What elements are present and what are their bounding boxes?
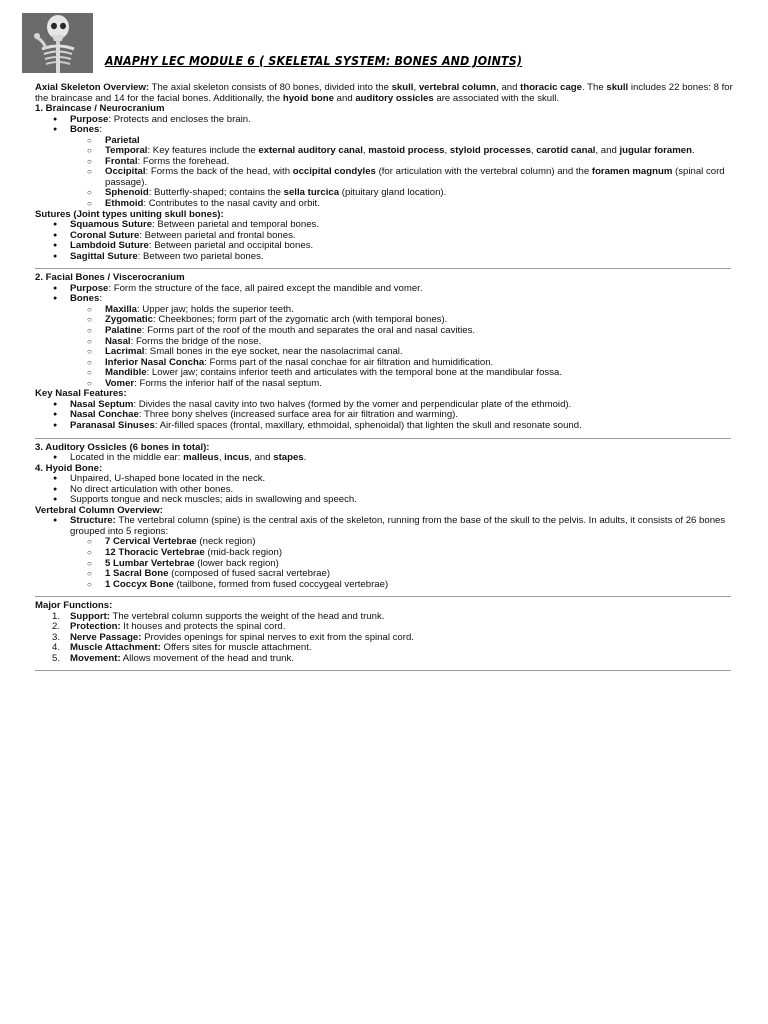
sutures-heading: Sutures (Joint types uniting skull bones): <box>35 208 224 220</box>
sutures-list <box>35 220 735 262</box>
list-item: ○ Mandible: Lower jaw; contains inferior teeth and articulates with the temporal bone at the mandibular fossa. <box>35 368 735 379</box>
section-divider <box>35 438 731 439</box>
axial-overview-paragraph: Axial Skeleton Overview: The axial skeleton consists of 80 bones, divided into the skull, vertebral column, and thoracic cage. The skull includes 22 bones: 8 for the braincase and 14 for the facial bones. Additionally, the hyoid bone and auditory ossicles are associated with the skull. <box>35 82 733 104</box>
nasal-list <box>35 400 735 432</box>
list-item: ○ 12 Thoracic Vertebrae (mid-back region) <box>35 548 735 559</box>
list-item: ● No direct articulation with other bones. <box>35 485 735 496</box>
list-item: ○ Inferior Nasal Concha: Forms part of the nasal conchae for air filtration and humidification. <box>35 358 735 369</box>
list-item: ● Paranasal Sinuses: Air-filled spaces (frontal, maxillary, ethmoidal, sphenoidal) that lighten the skull and resonate sound. <box>35 421 735 432</box>
ossicles-heading: 3. Auditory Ossicles (6 bones in total): <box>35 441 210 453</box>
nasal-heading: Key Nasal Features: <box>35 388 127 400</box>
list-item: ○ 5 Lumbar Vertebrae (lower back region) <box>35 559 735 570</box>
list-item: ● Bones: <box>35 125 735 136</box>
list-item: ○ Temporal: Key features include the external auditory canal, mastoid process, styloid processes, carotid canal, and jugular foramen. <box>35 146 735 157</box>
braincase-heading: 1. Braincase / Neurocranium <box>35 103 165 115</box>
list-item: ○ Ethmoid: Contributes to the nasal cavity and orbit. <box>35 199 735 210</box>
facial-list <box>35 284 735 389</box>
list-item: ○ Palatine: Forms part of the roof of the mouth and separates the oral and nasal cavities. <box>35 326 735 337</box>
list-item: ○ Nasal: Forms the bridge of the nose. <box>35 337 735 348</box>
list-item: ○ 1 Coccyx Bone (tailbone, formed from fused coccygeal vertebrae) <box>35 580 735 591</box>
list-item: ○ Sphenoid: Butterfly-shaped; contains the sella turcica (pituitary gland location). <box>35 188 735 199</box>
list-item: 1. Support: The vertebral column supports the weight of the head and trunk. <box>52 610 385 622</box>
functions-list <box>35 612 735 665</box>
list-item: ● Sagittal Suture: Between two parietal bones. <box>35 252 735 263</box>
hyoid-list <box>35 474 735 506</box>
braincase-list <box>35 115 735 210</box>
list-item: ● Purpose: Protects and encloses the brain. <box>35 115 735 126</box>
vertebral-heading: Vertebral Column Overview: <box>35 504 163 516</box>
list-item: 2. Protection: It houses and protects the spinal cord. <box>52 621 286 633</box>
list-item: ● Lambdoid Suture: Between parietal and occipital bones. <box>35 241 735 252</box>
list-item: ● Nasal Conchae: Three bony shelves (increased surface area for air filtration and warming). <box>35 410 735 421</box>
list-item: ○ 7 Cervical Vertebrae (neck region) <box>35 537 735 548</box>
list-item: ○ Vomer: Forms the inferior half of the nasal septum. <box>35 379 735 390</box>
list-item: ○ Lacrimal: Small bones in the eye socket, near the nasolacrimal canal. <box>35 347 735 358</box>
list-item: ● Unpaired, U-shaped bone located in the neck. <box>35 474 735 485</box>
list-item: 3. Nerve Passage: Provides openings for spinal nerves to exit from the spinal cord. <box>52 631 414 643</box>
skeleton-icon <box>22 13 93 73</box>
section-divider <box>35 596 731 597</box>
skeleton-image <box>22 13 93 73</box>
vertebral-list <box>35 516 735 590</box>
functions-heading: Major Functions: <box>35 600 113 612</box>
list-item: ○ Frontal: Forms the forehead. <box>35 157 735 168</box>
ossicles-list <box>35 453 735 464</box>
list-item: ○ 1 Sacral Bone (composed of fused sacral vertebrae) <box>35 569 735 580</box>
list-item: ● Squamous Suture: Between parietal and temporal bones. <box>35 220 735 231</box>
list-item: ● Located in the middle ear: malleus, incus, and stapes. <box>35 453 735 464</box>
list-item: ● Coronal Suture: Between parietal and frontal bones. <box>35 231 735 242</box>
list-item: ○ Maxilla: Upper jaw; holds the superior teeth. <box>35 305 735 316</box>
section-divider <box>35 268 731 269</box>
list-item: 5. Movement: Allows movement of the head and trunk. <box>52 652 294 664</box>
list-item: ● Nasal Septum: Divides the nasal cavity into two halves (formed by the vomer and perpendicular plate of the ethmoid). <box>35 400 735 411</box>
document-title: ANAPHY LEC MODULE 6 ( SKELETAL SYSTEM: BONES AND JOINTS) <box>105 54 523 68</box>
list-item: 4. Muscle Attachment: Offers sites for muscle attachment. <box>52 642 312 654</box>
document-body <box>35 83 735 675</box>
list-item: ● Purpose: Form the structure of the face, all paired except the mandible and vomer. <box>35 284 735 295</box>
list-item: ● Structure: The vertebral column (spine) is the central axis of the skeleton, running from the base of the skull to the pelvis. In adults, it consists of 26 bones grouped into 5 regions: <box>35 516 735 537</box>
hyoid-heading: 4. Hyoid Bone: <box>35 462 103 474</box>
list-item: ● Bones: <box>35 294 735 305</box>
list-item: ○ Zygomatic: Cheekbones; form part of the zygomatic arch (with temporal bones). <box>35 315 735 326</box>
section-divider <box>35 670 731 671</box>
list-item: ● Supports tongue and neck muscles; aids in swallowing and speech. <box>35 495 735 506</box>
facial-heading: 2. Facial Bones / Viscerocranium <box>35 272 185 284</box>
list-item: ○ Parietal <box>35 136 735 147</box>
list-item: ○ Occipital: Forms the back of the head, with occipital condyles (for articulation with the vertebral column) and the foramen magnum (spinal cord passage). <box>35 167 735 188</box>
